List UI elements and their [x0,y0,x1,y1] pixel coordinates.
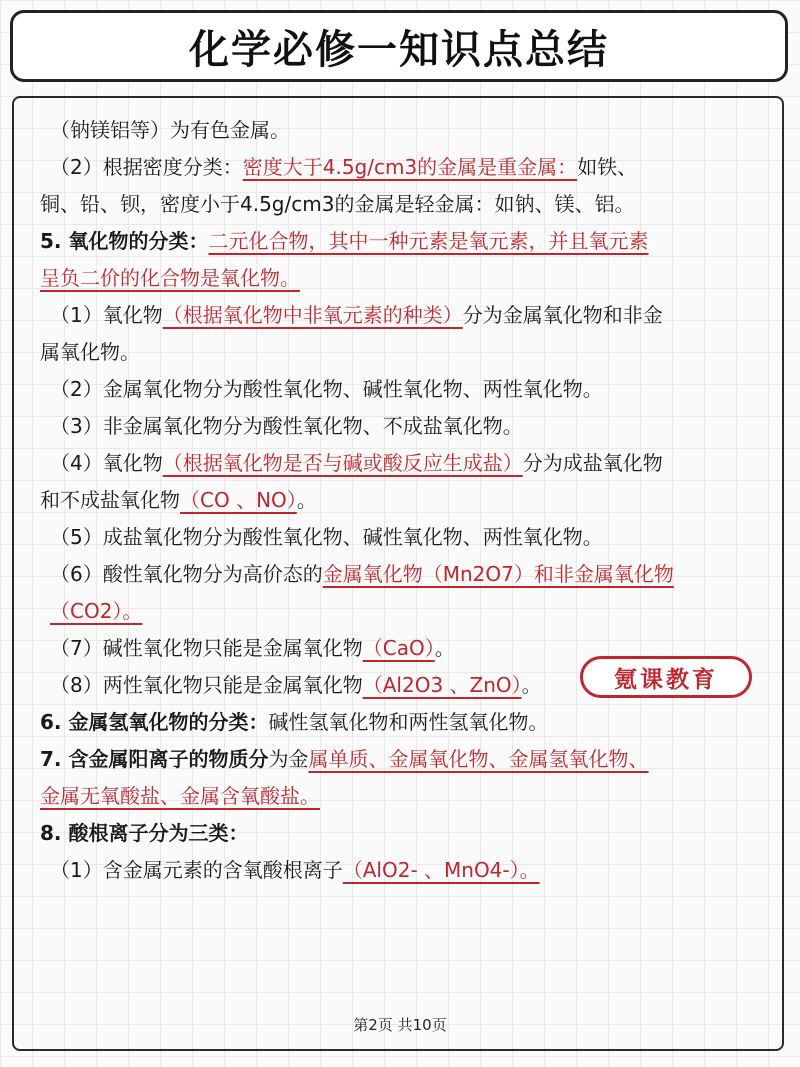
text-line [40,778,760,815]
text-line [40,112,760,149]
body-text: （钠镁铝等）为有色金属。 [50,118,290,142]
body-text: 铜、铅、钡，密度小于4.5g/cm3的金属是轻金属：如钠、镁、铝。 [40,192,635,216]
text-line [40,852,760,889]
body-text: 为金 [268,747,309,771]
text-line [40,334,760,371]
watermark-stamp: 氪课教育 [580,656,752,698]
highlighted-text: 密度大于4.5g/cm3的金属是重金属： [242,155,578,179]
content-body [40,112,760,889]
body-text: 属氧化物。 [40,340,140,364]
section-heading: 5. 氧化物的分类： [40,229,209,253]
body-text: 碱性氢氧化物和两性氢氧化物。 [268,710,549,734]
text-line [40,260,760,297]
text-line [40,704,760,741]
section-heading: 8. 酸根离子分为三类： [40,821,249,845]
body-text: （1）氧化物 [50,303,163,327]
highlighted-text: （CO 、NO） [180,488,297,512]
text-line [40,297,760,334]
title-box [10,10,788,82]
highlighted-text: （Al2O3 、ZnO） [362,673,522,697]
highlighted-text: 金属无氧酸盐、金属含氧酸盐。 [40,784,320,808]
text-line [40,482,760,519]
text-line [40,223,760,260]
text-line [40,556,760,593]
section-heading: 7. 含金属阳离子的物质分 [40,747,269,771]
highlighted-text: 属单质、金属氧化物、金属氢氧化物、 [308,747,649,771]
text-line [40,408,760,445]
text-line [40,445,760,482]
text-line [40,815,760,852]
body-text: 如铁、 [577,155,638,179]
text-line [40,371,760,408]
body-text: （1）含金属元素的含氧酸根离子 [50,858,343,882]
page-footer: 第2页 共10页 [353,1016,447,1034]
highlighted-text: 呈负二价的化合物是氧化物。 [40,266,300,290]
body-text: 。 [434,636,455,660]
body-text: 。 [296,488,317,512]
highlighted-text: （根据氧化物中非氧元素的种类） [162,303,463,327]
body-text: 分为金属氧化物和非金 [462,303,663,327]
body-text: 分为成盐氧化物 [522,451,663,475]
body-text: （2）金属氧化物分为酸性氧化物、碱性氧化物、两性氧化物。 [50,377,603,401]
page-title: 化学必修一知识点总结 [189,26,609,73]
body-text: （6）酸性氧化物分为高价态的 [50,562,323,586]
body-text: （4）氧化物 [50,451,163,475]
body-text: （8）两性氧化物只能是金属氧化物 [50,673,363,697]
text-line [40,593,760,630]
body-text: 。 [521,673,542,697]
body-text: （7）碱性氧化物只能是金属氧化物 [50,636,363,660]
text-line [40,149,760,186]
text-line [40,519,760,556]
highlighted-text: （AlO2- 、MnO4-）。 [342,858,540,882]
highlighted-text: 金属氧化物（Mn2O7）和非金属氧化物 [322,562,674,586]
highlighted-text: （CO2）。 [50,599,143,623]
section-heading: 6. 金属氢氧化物的分类： [40,710,269,734]
text-line [40,741,760,778]
body-text: （5）成盐氧化物分为酸性氧化物、碱性氧化物、两性氧化物。 [50,525,603,549]
body-text: （2）根据密度分类： [50,155,243,179]
highlighted-text: （CaO） [362,636,435,660]
text-line [40,186,760,223]
highlighted-text: （根据氧化物是否与碱或酸反应生成盐） [162,451,523,475]
body-text: （3）非金属氧化物分为酸性氧化物、不成盐氧化物。 [50,414,523,438]
highlighted-text: 二元化合物，其中一种元素是氧元素，并且氧元素 [208,229,649,253]
body-text: 和不成盐氧化物 [40,488,180,512]
